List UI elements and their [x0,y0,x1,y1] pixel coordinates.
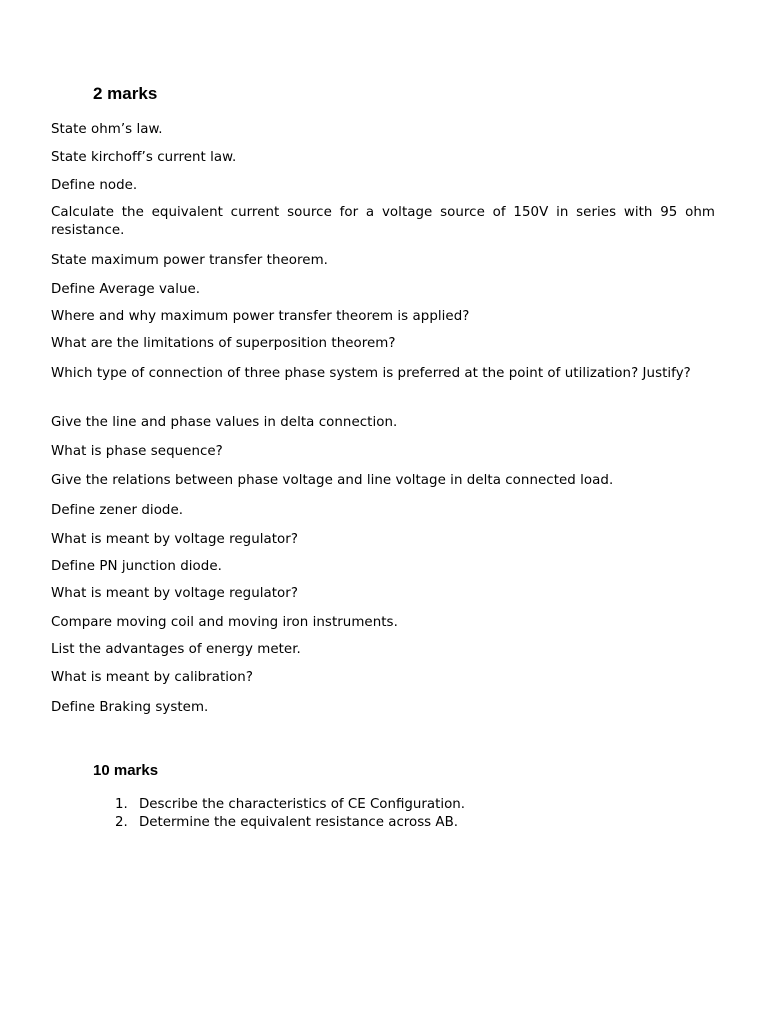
list-item [115,796,465,814]
list-item-number: 1. [115,797,128,812]
question-14: What is meant by voltage regulator? [51,532,299,547]
question-2: State kirchoff’s current law. [51,150,237,165]
question-20: Define Braking system. [51,700,209,715]
question-15: Define PN junction diode. [51,559,222,574]
question-1: State ohm’s law. [51,122,163,137]
question-6: Define Average value. [51,282,201,297]
ten-marks-list [115,796,465,831]
question-9: Which type of connection of three phase system is preferred at the point of utilization? Justify? [51,366,691,381]
question-12: Give the relations between phase voltage and line voltage in delta connected load. [51,473,614,488]
question-7: Where and why maximum power transfer theorem is applied? [51,309,470,324]
section-heading-10-marks: 10 marks [93,762,159,779]
question-17: Compare moving coil and moving iron instruments. [51,615,398,630]
list-item-text: Determine the equivalent resistance across AB. [139,814,459,830]
question-8: What are the limitations of superposition theorem? [51,336,396,351]
list-item-text: Describe the characteristics of CE Configuration. [139,797,466,812]
section-heading-2-marks: 2 marks [93,84,158,103]
question-5: State maximum power transfer theorem. [51,253,328,268]
question-19: What is meant by calibration? [51,670,253,685]
question-18: List the advantages of energy meter. [51,642,301,657]
question-3: Define node. [51,178,138,193]
question-10: Give the line and phase values in delta connection. [51,415,398,430]
question-11: What is phase sequence? [51,444,223,459]
question-13: Define zener diode. [51,503,184,518]
question-4: Calculate the equivalent current source for a voltage source of 150V in series with 95 ohm resistance. [51,205,715,238]
question-16: What is meant by voltage regulator? [51,586,299,601]
list-item-number: 2. [115,814,128,830]
list-item [115,814,465,832]
